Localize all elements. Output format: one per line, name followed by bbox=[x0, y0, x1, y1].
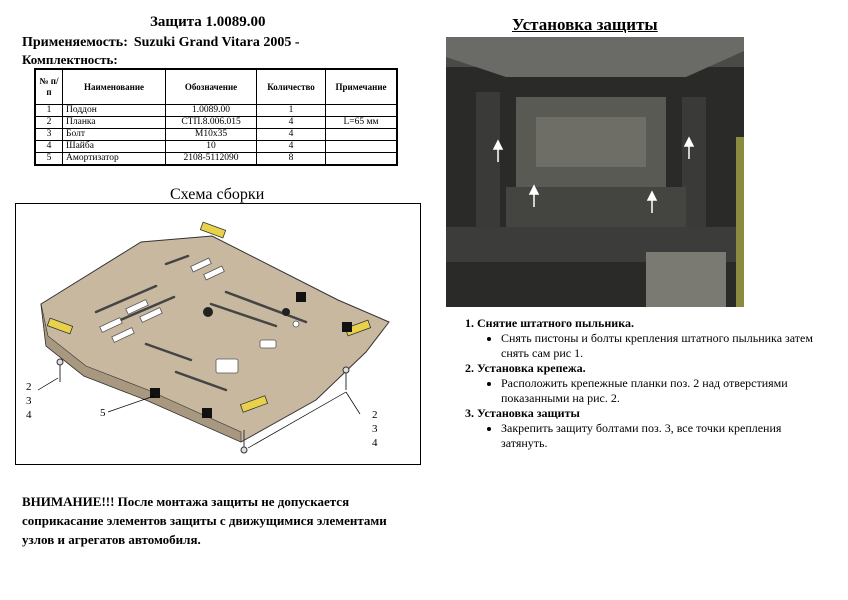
table-cell: 5 bbox=[35, 153, 63, 166]
table-cell: М10х35 bbox=[166, 129, 257, 141]
table-row bbox=[35, 129, 397, 141]
table-cell: 1 bbox=[35, 105, 63, 117]
column-header-note: Примечание bbox=[326, 69, 398, 105]
table-row bbox=[35, 117, 397, 129]
step-2 bbox=[465, 361, 825, 406]
document-title: Защита 1.0089.00 bbox=[150, 14, 266, 30]
callout-left-3: 3 bbox=[26, 395, 32, 407]
install-steps bbox=[465, 316, 825, 451]
table-row bbox=[35, 105, 397, 117]
step-2-heading: 2. Установка крепежа. bbox=[465, 361, 586, 375]
step-1 bbox=[465, 316, 825, 361]
table-cell: 4 bbox=[257, 117, 326, 129]
table-cell: 2108-5112090 bbox=[166, 153, 257, 166]
callout-5: 5 bbox=[100, 407, 106, 419]
step-3 bbox=[465, 406, 825, 451]
table-cell: 4 bbox=[257, 141, 326, 153]
assembly-scheme-diagram bbox=[15, 203, 421, 465]
column-header-number: № п/п bbox=[35, 69, 63, 105]
table-cell: 8 bbox=[257, 153, 326, 166]
table-header-row bbox=[35, 69, 397, 105]
callout-right-3: 3 bbox=[372, 423, 378, 435]
table-row bbox=[35, 141, 397, 153]
table-cell bbox=[326, 105, 398, 117]
underbody-photo bbox=[446, 37, 744, 307]
table-cell: 1.0089.00 bbox=[166, 105, 257, 117]
table-cell: 1 bbox=[257, 105, 326, 117]
callout-left-4: 4 bbox=[26, 409, 32, 421]
table-cell: Амортизатор bbox=[63, 153, 166, 166]
table-cell: 4 bbox=[257, 129, 326, 141]
table-cell: Поддон bbox=[63, 105, 166, 117]
step-1-heading: 1. Снятие штатного пыльника. bbox=[465, 316, 634, 330]
warning-text: ВНИМАНИЕ!!! После монтажа защиты не допускается соприкасание элементов защиты с движущимися элементами узлов и агрегатов автомобиля. bbox=[22, 494, 387, 547]
table-cell bbox=[326, 141, 398, 153]
step-2-item: • Расположить крепежные планки поз. 2 над отверстиями показанными на рис. 2. bbox=[501, 376, 825, 406]
step-3-item: • Закрепить защиту болтами поз. 3, все точки крепления затянуть. bbox=[501, 421, 825, 451]
parts-table bbox=[34, 68, 398, 166]
column-header-designation: Обозначение bbox=[166, 69, 257, 105]
column-header-name: Наименование bbox=[63, 69, 166, 105]
table-cell: 10 bbox=[166, 141, 257, 153]
table-row bbox=[35, 153, 397, 166]
skid-plate bbox=[41, 236, 389, 442]
applicability-value: Suzuki Grand Vitara 2005 - bbox=[133, 35, 300, 50]
table-cell: 2 bbox=[35, 117, 63, 129]
callout-right-2: 2 bbox=[372, 409, 378, 421]
install-title: Установка защиты bbox=[512, 15, 658, 34]
column-header-quantity: Количество bbox=[257, 69, 326, 105]
table-cell: СТП.8.006.015 bbox=[166, 117, 257, 129]
table-cell: Планка bbox=[63, 117, 166, 129]
table-cell: L=65 мм bbox=[326, 117, 398, 129]
step-3-heading: 3. Установка защиты bbox=[465, 406, 580, 420]
applicability-label: Применяемость: bbox=[22, 35, 128, 50]
table-cell: 4 bbox=[35, 141, 63, 153]
table-cell: Шайба bbox=[63, 141, 166, 153]
table-cell: 3 bbox=[35, 129, 63, 141]
applicability-line bbox=[22, 35, 300, 51]
scheme-title: Схема сборки bbox=[170, 186, 265, 203]
table-cell bbox=[326, 129, 398, 141]
kit-label: Комплектность: bbox=[22, 52, 118, 67]
callout-left-2: 2 bbox=[26, 381, 32, 393]
callout-right-4: 4 bbox=[372, 437, 378, 449]
table-cell: Болт bbox=[63, 129, 166, 141]
step-1-item: • Снять пистоны и болты крепления штатного пыльника затем снять сам рис 1. bbox=[501, 331, 825, 361]
table-cell bbox=[326, 153, 398, 166]
